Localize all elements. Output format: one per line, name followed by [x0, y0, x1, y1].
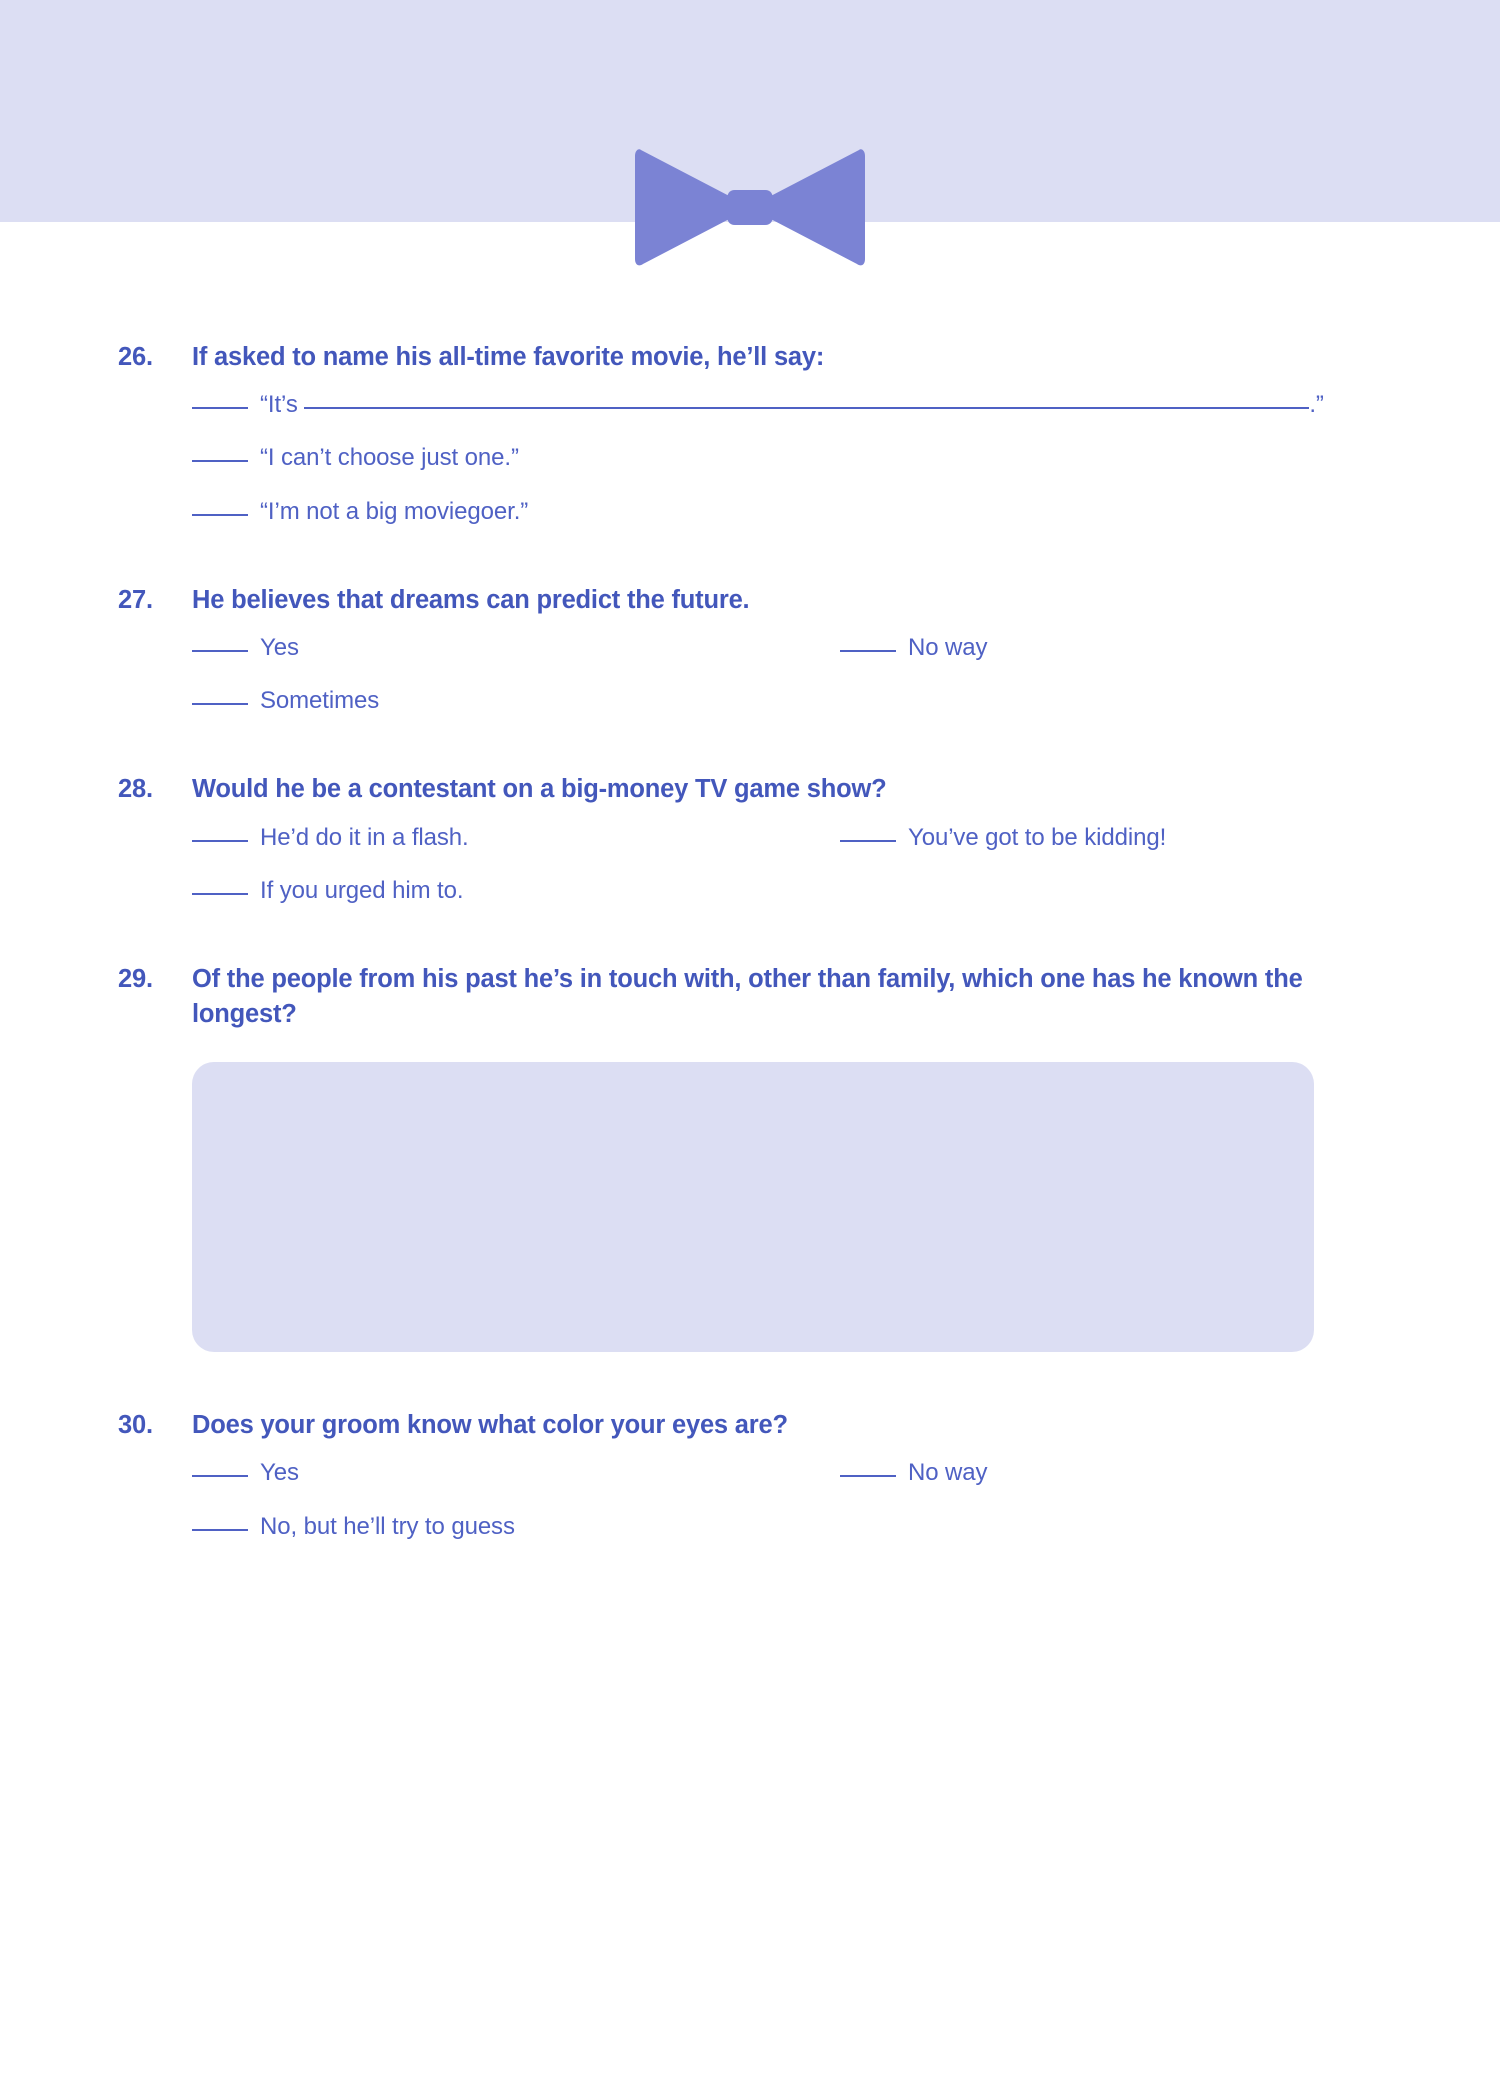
answer-option[interactable]: [192, 1511, 515, 1542]
question-26: [118, 340, 1410, 375]
answer-row: [192, 822, 1500, 853]
answer-blank[interactable]: [192, 840, 248, 842]
answers-27: [192, 632, 1500, 716]
answer-option[interactable]: [192, 632, 840, 663]
question-27: [118, 583, 1410, 618]
question-number: 30.: [118, 1411, 153, 1440]
answer-option[interactable]: [192, 442, 519, 473]
question-text: Does your groom know what color your eyes are?: [192, 1411, 788, 1440]
question-28: [118, 772, 1410, 807]
answer-row: [192, 685, 1500, 716]
answer-blank[interactable]: [840, 1475, 896, 1477]
answers-28: [192, 822, 1500, 906]
answer-blank[interactable]: [192, 893, 248, 895]
answer-row: [192, 1457, 1500, 1488]
answer-suffix: .”: [1309, 391, 1324, 419]
worksheet-body: [0, 340, 1500, 1542]
answer-option[interactable]: [192, 822, 840, 853]
answer-label: No way: [908, 633, 988, 661]
answer-row: [192, 442, 1500, 473]
answer-row: [192, 496, 1500, 527]
answer-row: [192, 1511, 1500, 1542]
answer-blank[interactable]: [192, 514, 248, 516]
answer-option[interactable]: [840, 822, 1166, 853]
answer-blank[interactable]: [840, 650, 896, 652]
answer-blank[interactable]: [840, 840, 896, 842]
question-30: [118, 1408, 1410, 1443]
answer-option[interactable]: [192, 496, 528, 527]
question-text: He believes that dreams can predict the future.: [192, 585, 750, 614]
answer-label: You’ve got to be kidding!: [908, 823, 1167, 851]
question-number: 29.: [118, 964, 153, 993]
answer-option[interactable]: [192, 685, 379, 716]
answer-label: “I’m not a big moviegoer.”: [260, 497, 529, 525]
answer-blank[interactable]: [192, 703, 248, 705]
question-number: 28.: [118, 775, 153, 804]
write-in-answer-box[interactable]: [192, 1062, 1314, 1352]
answer-option[interactable]: [192, 1457, 840, 1488]
question-text: Of the people from his past he’s in touch with, other than family, which one has he known the longest?: [192, 964, 1303, 1029]
answer-blank[interactable]: [192, 407, 248, 409]
answer-blank[interactable]: [192, 650, 248, 652]
answer-label: No way: [908, 1459, 988, 1487]
fill-in-line[interactable]: [304, 407, 1309, 409]
question-number: 26.: [118, 343, 153, 371]
answers-30: [192, 1457, 1500, 1541]
answer-label: No, but he’ll try to guess: [260, 1512, 515, 1540]
question-text: Would he be a contestant on a big-money TV game show?: [192, 775, 887, 804]
answer-blank[interactable]: [192, 460, 248, 462]
answer-blank[interactable]: [192, 1529, 248, 1531]
answer-label: Yes: [260, 1459, 299, 1487]
answer-option[interactable]: [840, 632, 987, 663]
bow-tie-icon: [631, 140, 869, 275]
answer-label: “I can’t choose just one.”: [260, 444, 519, 472]
answer-row: [192, 875, 1500, 906]
answer-label: He’d do it in a flash.: [260, 823, 469, 851]
answer-label: Sometimes: [260, 687, 380, 715]
answers-26: [192, 389, 1500, 527]
answer-option[interactable]: [840, 1457, 987, 1488]
answer-option[interactable]: [192, 875, 463, 906]
answer-label: If you urged him to.: [260, 876, 464, 904]
answer-row: [192, 632, 1500, 663]
question-text: If asked to name his all-time favorite movie, he’ll say:: [192, 343, 825, 371]
answer-option-fill[interactable]: [192, 389, 1324, 420]
question-29: [118, 962, 1410, 1032]
answer-prefix: “It’s: [260, 391, 298, 419]
answer-row: [192, 389, 1500, 420]
answer-label: Yes: [260, 633, 299, 661]
answer-blank[interactable]: [192, 1475, 248, 1477]
question-number: 27.: [118, 585, 153, 614]
